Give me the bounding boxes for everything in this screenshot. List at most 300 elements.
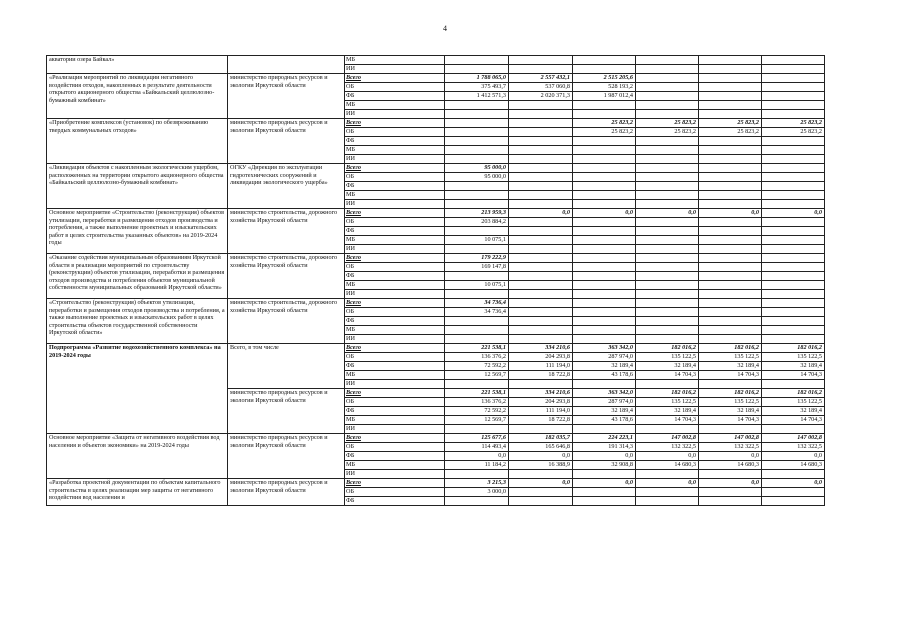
amount-cell	[509, 425, 573, 434]
amount-cell	[699, 164, 762, 173]
amount-cell	[636, 488, 699, 497]
funding-source: МБ	[345, 326, 445, 335]
amount-cell	[573, 488, 636, 497]
funding-source: ФБ	[345, 407, 445, 416]
amount-cell: 224 223,1	[573, 434, 636, 443]
funding-source: ИИ	[345, 335, 445, 344]
amount-cell	[699, 218, 762, 227]
amount-cell	[762, 182, 825, 191]
amount-cell	[445, 110, 509, 119]
amount-cell	[445, 470, 509, 479]
amount-cell	[699, 83, 762, 92]
funding-source: ИИ	[345, 245, 445, 254]
amount-cell	[699, 245, 762, 254]
amount-cell	[762, 146, 825, 155]
amount-cell: 1 788 065,0	[445, 74, 509, 83]
amount-cell	[636, 227, 699, 236]
measure-description: Основное мероприятие «Защита от негативного воздействия вод населения и объектов экономики» на 2019-2024 годы	[47, 434, 228, 479]
amount-cell	[573, 317, 636, 326]
amount-cell	[762, 101, 825, 110]
funding-source: ОБ	[345, 488, 445, 497]
amount-cell	[636, 308, 699, 317]
amount-cell	[573, 380, 636, 389]
amount-cell	[636, 218, 699, 227]
amount-cell: 135 122,5	[636, 353, 699, 362]
amount-cell	[509, 182, 573, 191]
amount-cell	[699, 326, 762, 335]
amount-cell: 363 342,0	[573, 389, 636, 398]
amount-cell: 14 704,3	[636, 371, 699, 380]
amount-cell: 72 592,2	[445, 362, 509, 371]
amount-cell	[762, 488, 825, 497]
funding-source: ФБ	[345, 92, 445, 101]
amount-cell: 0,0	[636, 209, 699, 218]
amount-cell	[509, 128, 573, 137]
amount-cell	[509, 191, 573, 200]
executor-cell: министерство природных ресурсов и экологии Иркутской области	[228, 389, 345, 434]
amount-cell: 0,0	[699, 479, 762, 488]
table-row	[47, 74, 825, 83]
amount-cell: 147 002,8	[699, 434, 762, 443]
amount-cell	[573, 425, 636, 434]
amount-cell: 14 704,3	[762, 416, 825, 425]
amount-cell: 287 974,0	[573, 398, 636, 407]
amount-cell	[445, 182, 509, 191]
amount-cell	[573, 326, 636, 335]
amount-cell	[573, 101, 636, 110]
amount-cell	[636, 83, 699, 92]
funding-source: Всего	[345, 164, 445, 173]
amount-cell: 34 736,4	[445, 299, 509, 308]
amount-cell	[636, 191, 699, 200]
amount-cell: 537 060,8	[509, 83, 573, 92]
amount-cell	[573, 137, 636, 146]
measure-description: «Реализация мероприятий по ликвидации негативного воздействия отходов, накопленных в результате деятельности открытого акционерного общества «Байкальский целлюлозно-бумажный комбинат»	[47, 74, 228, 119]
table-row	[47, 344, 825, 353]
amount-cell	[699, 65, 762, 74]
amount-cell	[762, 200, 825, 209]
amount-cell	[636, 263, 699, 272]
amount-cell: 1 412 571,3	[445, 92, 509, 101]
amount-cell: 125 677,6	[445, 434, 509, 443]
amount-cell	[509, 272, 573, 281]
amount-cell	[573, 110, 636, 119]
amount-cell: 147 002,8	[762, 434, 825, 443]
amount-cell	[573, 173, 636, 182]
funding-source: МБ	[345, 236, 445, 245]
funding-source: ИИ	[345, 155, 445, 164]
amount-cell: 287 974,0	[573, 353, 636, 362]
amount-cell	[762, 281, 825, 290]
amount-cell: 25 823,2	[699, 128, 762, 137]
amount-cell: 182 016,2	[699, 344, 762, 353]
amount-cell	[699, 254, 762, 263]
amount-cell	[573, 281, 636, 290]
amount-cell	[636, 290, 699, 299]
amount-cell: 135 122,5	[762, 398, 825, 407]
amount-cell	[509, 317, 573, 326]
amount-cell	[636, 200, 699, 209]
funding-source: ОБ	[345, 353, 445, 362]
amount-cell: 32 189,4	[699, 407, 762, 416]
amount-cell	[699, 281, 762, 290]
amount-cell	[699, 182, 762, 191]
amount-cell: 111 194,0	[509, 407, 573, 416]
executor-cell: министерство строительства, дорожного хозяйства Иркутской области	[228, 299, 345, 344]
amount-cell	[509, 245, 573, 254]
amount-cell	[509, 263, 573, 272]
executor-cell: министерство строительства, дорожного хозяйства Иркутской области	[228, 254, 345, 299]
amount-cell: 221 538,1	[445, 344, 509, 353]
amount-cell: 114 493,4	[445, 443, 509, 452]
amount-cell	[509, 299, 573, 308]
amount-cell: 0,0	[762, 452, 825, 461]
amount-cell	[762, 380, 825, 389]
amount-cell: 0,0	[762, 209, 825, 218]
executor-cell: министерство природных ресурсов и экологии Иркутской области	[228, 434, 345, 479]
amount-cell	[762, 65, 825, 74]
amount-cell	[699, 74, 762, 83]
amount-cell	[636, 56, 699, 65]
amount-cell: 0,0	[573, 209, 636, 218]
funding-source: МБ	[345, 371, 445, 380]
measure-description: Подпрограмма «Развитие водохозяйственного комплекса» на 2019-2024 годы	[47, 344, 228, 434]
funding-source: ОБ	[345, 443, 445, 452]
amount-cell: 135 122,5	[762, 353, 825, 362]
measure-description: «Ликвидация объектов с накопленным экологическим ущербом, расположенных на территории открытого акционерного общества «Байкальский целлюлозно-бумажный комбинат»	[47, 164, 228, 209]
amount-cell: 43 178,6	[573, 371, 636, 380]
amount-cell: 12 569,7	[445, 416, 509, 425]
amount-cell	[573, 155, 636, 164]
amount-cell	[445, 137, 509, 146]
amount-cell	[509, 497, 573, 506]
amount-cell: 165 646,8	[509, 443, 573, 452]
amount-cell	[636, 173, 699, 182]
amount-cell: 132 322,5	[636, 443, 699, 452]
funding-source: ОБ	[345, 83, 445, 92]
budget-table	[46, 55, 825, 506]
funding-source: МБ	[345, 101, 445, 110]
amount-cell: 3 215,3	[445, 479, 509, 488]
amount-cell: 528 193,2	[573, 83, 636, 92]
amount-cell: 2 020 371,3	[509, 92, 573, 101]
funding-source: ОБ	[345, 173, 445, 182]
amount-cell: 203 884,2	[445, 218, 509, 227]
amount-cell	[573, 299, 636, 308]
amount-cell	[509, 236, 573, 245]
amount-cell	[573, 56, 636, 65]
amount-cell	[762, 263, 825, 272]
amount-cell	[445, 65, 509, 74]
amount-cell: 169 147,8	[445, 263, 509, 272]
funding-source: ОБ	[345, 263, 445, 272]
amount-cell	[699, 101, 762, 110]
amount-cell	[699, 425, 762, 434]
amount-cell	[699, 299, 762, 308]
funding-source: МБ	[345, 461, 445, 470]
amount-cell	[509, 173, 573, 182]
amount-cell	[445, 56, 509, 65]
amount-cell: 182 016,2	[636, 344, 699, 353]
amount-cell	[445, 425, 509, 434]
amount-cell	[636, 335, 699, 344]
funding-source: ФБ	[345, 137, 445, 146]
amount-cell	[509, 101, 573, 110]
amount-cell	[573, 308, 636, 317]
amount-cell: 25 823,2	[636, 128, 699, 137]
amount-cell	[762, 110, 825, 119]
amount-cell	[509, 65, 573, 74]
amount-cell: 204 293,8	[509, 353, 573, 362]
amount-cell: 11 184,2	[445, 461, 509, 470]
funding-source: Всего	[345, 389, 445, 398]
amount-cell	[445, 497, 509, 506]
amount-cell	[762, 74, 825, 83]
amount-cell	[762, 290, 825, 299]
measure-description: «Разработка проектной документации по объектам капитального строительства в целях реализации мер защиты от негативного воздействия вод населения и	[47, 479, 228, 506]
amount-cell	[509, 254, 573, 263]
amount-cell	[636, 92, 699, 101]
amount-cell: 12 569,7	[445, 371, 509, 380]
amount-cell: 25 823,2	[636, 119, 699, 128]
amount-cell	[573, 65, 636, 74]
amount-cell	[699, 200, 762, 209]
amount-cell	[699, 308, 762, 317]
executor-cell	[228, 56, 345, 74]
amount-cell: 213 959,3	[445, 209, 509, 218]
measure-description: «Оказание содействия муниципальным образованиям Иркутской области в реализации мероприятий по строительству (реконструкции) объектов утилизации, переработки и размещения отходов производства и потребления объектов муниципальной собственности муниципальных образований Иркутской области»	[47, 254, 228, 299]
amount-cell: 10 075,1	[445, 281, 509, 290]
executor-cell: Всего, в том числе	[228, 344, 345, 389]
amount-cell	[509, 326, 573, 335]
amount-cell: 221 538,1	[445, 389, 509, 398]
amount-cell	[636, 470, 699, 479]
amount-cell	[699, 380, 762, 389]
amount-cell	[573, 200, 636, 209]
funding-source: ОБ	[345, 308, 445, 317]
amount-cell	[762, 236, 825, 245]
amount-cell	[762, 245, 825, 254]
amount-cell: 95 000,0	[445, 164, 509, 173]
amount-cell	[762, 497, 825, 506]
amount-cell	[699, 470, 762, 479]
funding-source: ФБ	[345, 227, 445, 236]
amount-cell	[762, 92, 825, 101]
executor-cell: министерство природных ресурсов и экологии Иркутской области	[228, 119, 345, 164]
funding-source: ФБ	[345, 497, 445, 506]
amount-cell	[509, 110, 573, 119]
amount-cell	[509, 56, 573, 65]
amount-cell	[762, 308, 825, 317]
amount-cell	[636, 281, 699, 290]
amount-cell	[509, 137, 573, 146]
amount-cell: 375 493,7	[445, 83, 509, 92]
amount-cell	[636, 245, 699, 254]
amount-cell: 32 189,4	[636, 407, 699, 416]
amount-cell: 363 342,0	[573, 344, 636, 353]
amount-cell	[699, 110, 762, 119]
amount-cell	[573, 335, 636, 344]
amount-cell	[573, 164, 636, 173]
amount-cell: 204 293,8	[509, 398, 573, 407]
amount-cell	[573, 182, 636, 191]
executor-cell: министерство строительства, дорожного хозяйства Иркутской области	[228, 209, 345, 254]
amount-cell	[509, 488, 573, 497]
amount-cell	[699, 290, 762, 299]
amount-cell	[445, 101, 509, 110]
amount-cell	[699, 191, 762, 200]
amount-cell: 111 194,0	[509, 362, 573, 371]
amount-cell: 136 376,2	[445, 398, 509, 407]
amount-cell: 334 210,6	[509, 344, 573, 353]
funding-source: ИИ	[345, 380, 445, 389]
funding-source: ОБ	[345, 218, 445, 227]
amount-cell: 14 704,3	[699, 416, 762, 425]
amount-cell	[699, 236, 762, 245]
table-row	[47, 434, 825, 443]
funding-source: Всего	[345, 299, 445, 308]
amount-cell: 179 222,9	[445, 254, 509, 263]
amount-cell	[762, 173, 825, 182]
table-row	[47, 254, 825, 263]
amount-cell	[573, 254, 636, 263]
funding-source: Всего	[345, 254, 445, 263]
amount-cell	[573, 218, 636, 227]
amount-cell	[699, 488, 762, 497]
amount-cell	[573, 245, 636, 254]
amount-cell	[699, 335, 762, 344]
amount-cell	[509, 218, 573, 227]
amount-cell: 32 908,8	[573, 461, 636, 470]
amount-cell	[762, 470, 825, 479]
amount-cell	[445, 326, 509, 335]
amount-cell: 43 178,6	[573, 416, 636, 425]
amount-cell	[509, 290, 573, 299]
amount-cell: 14 680,3	[762, 461, 825, 470]
funding-source: ФБ	[345, 452, 445, 461]
table-row	[47, 119, 825, 128]
measure-description: акватории озера Байкал»	[47, 56, 228, 74]
amount-cell	[573, 272, 636, 281]
amount-cell	[445, 335, 509, 344]
amount-cell: 182 016,2	[699, 389, 762, 398]
funding-source: ИИ	[345, 200, 445, 209]
amount-cell	[699, 263, 762, 272]
amount-cell: 72 592,2	[445, 407, 509, 416]
amount-cell	[699, 137, 762, 146]
amount-cell	[445, 128, 509, 137]
amount-cell: 18 722,8	[509, 371, 573, 380]
table-row	[47, 479, 825, 488]
table-row	[47, 209, 825, 218]
amount-cell	[636, 74, 699, 83]
amount-cell: 2 557 432,1	[509, 74, 573, 83]
funding-source: ИИ	[345, 470, 445, 479]
amount-cell: 32 189,4	[573, 362, 636, 371]
amount-cell: 0,0	[445, 452, 509, 461]
amount-cell	[636, 317, 699, 326]
page-number: 4	[443, 24, 447, 33]
amount-cell	[636, 110, 699, 119]
amount-cell	[636, 299, 699, 308]
amount-cell: 14 704,3	[699, 371, 762, 380]
amount-cell	[762, 218, 825, 227]
amount-cell: 14 704,3	[636, 416, 699, 425]
amount-cell	[573, 191, 636, 200]
amount-cell	[762, 83, 825, 92]
funding-source: МБ	[345, 191, 445, 200]
amount-cell: 182 016,2	[636, 389, 699, 398]
amount-cell: 14 680,3	[636, 461, 699, 470]
amount-cell: 32 189,4	[762, 362, 825, 371]
amount-cell: 334 210,6	[509, 389, 573, 398]
funding-source: ОБ	[345, 128, 445, 137]
amount-cell: 25 823,2	[573, 128, 636, 137]
amount-cell	[445, 290, 509, 299]
amount-cell	[573, 146, 636, 155]
amount-cell	[762, 335, 825, 344]
amount-cell	[573, 497, 636, 506]
amount-cell	[445, 191, 509, 200]
table-row	[47, 164, 825, 173]
amount-cell	[573, 290, 636, 299]
amount-cell: 25 823,2	[573, 119, 636, 128]
amount-cell	[636, 146, 699, 155]
amount-cell: 147 002,8	[636, 434, 699, 443]
measure-description: Основное мероприятие «Строительство (реконструкция) объектов утилизации, переработки и размещения отходов производства и потребления, а также выполнение проектных и изыскательских работ в целях строительства указанных объектов» на 2019-2024 годы	[47, 209, 228, 254]
amount-cell: 0,0	[509, 209, 573, 218]
amount-cell	[573, 470, 636, 479]
amount-cell	[762, 425, 825, 434]
amount-cell: 32 189,4	[636, 362, 699, 371]
amount-cell: 32 189,4	[762, 407, 825, 416]
amount-cell: 0,0	[573, 479, 636, 488]
amount-cell	[762, 137, 825, 146]
executor-cell: министерство природных ресурсов и экологии Иркутской области	[228, 479, 345, 506]
amount-cell	[699, 317, 762, 326]
amount-cell: 182 016,2	[762, 389, 825, 398]
funding-source: ФБ	[345, 317, 445, 326]
amount-cell	[636, 101, 699, 110]
amount-cell	[636, 380, 699, 389]
funding-source: ИИ	[345, 290, 445, 299]
funding-source: ИИ	[345, 110, 445, 119]
amount-cell: 132 322,5	[699, 443, 762, 452]
amount-cell: 95 000,0	[445, 173, 509, 182]
amount-cell: 191 314,3	[573, 443, 636, 452]
amount-cell	[699, 173, 762, 182]
amount-cell	[762, 299, 825, 308]
amount-cell	[445, 119, 509, 128]
amount-cell	[509, 200, 573, 209]
amount-cell: 0,0	[573, 452, 636, 461]
amount-cell: 0,0	[636, 479, 699, 488]
amount-cell: 0,0	[699, 209, 762, 218]
amount-cell	[509, 470, 573, 479]
amount-cell	[699, 227, 762, 236]
funding-source: МБ	[345, 281, 445, 290]
amount-cell	[445, 317, 509, 326]
amount-cell	[509, 281, 573, 290]
amount-cell: 18 722,8	[509, 416, 573, 425]
funding-source: Всего	[345, 209, 445, 218]
table-row	[47, 299, 825, 308]
amount-cell	[762, 56, 825, 65]
amount-cell	[573, 263, 636, 272]
amount-cell	[509, 308, 573, 317]
amount-cell	[636, 182, 699, 191]
amount-cell	[699, 155, 762, 164]
